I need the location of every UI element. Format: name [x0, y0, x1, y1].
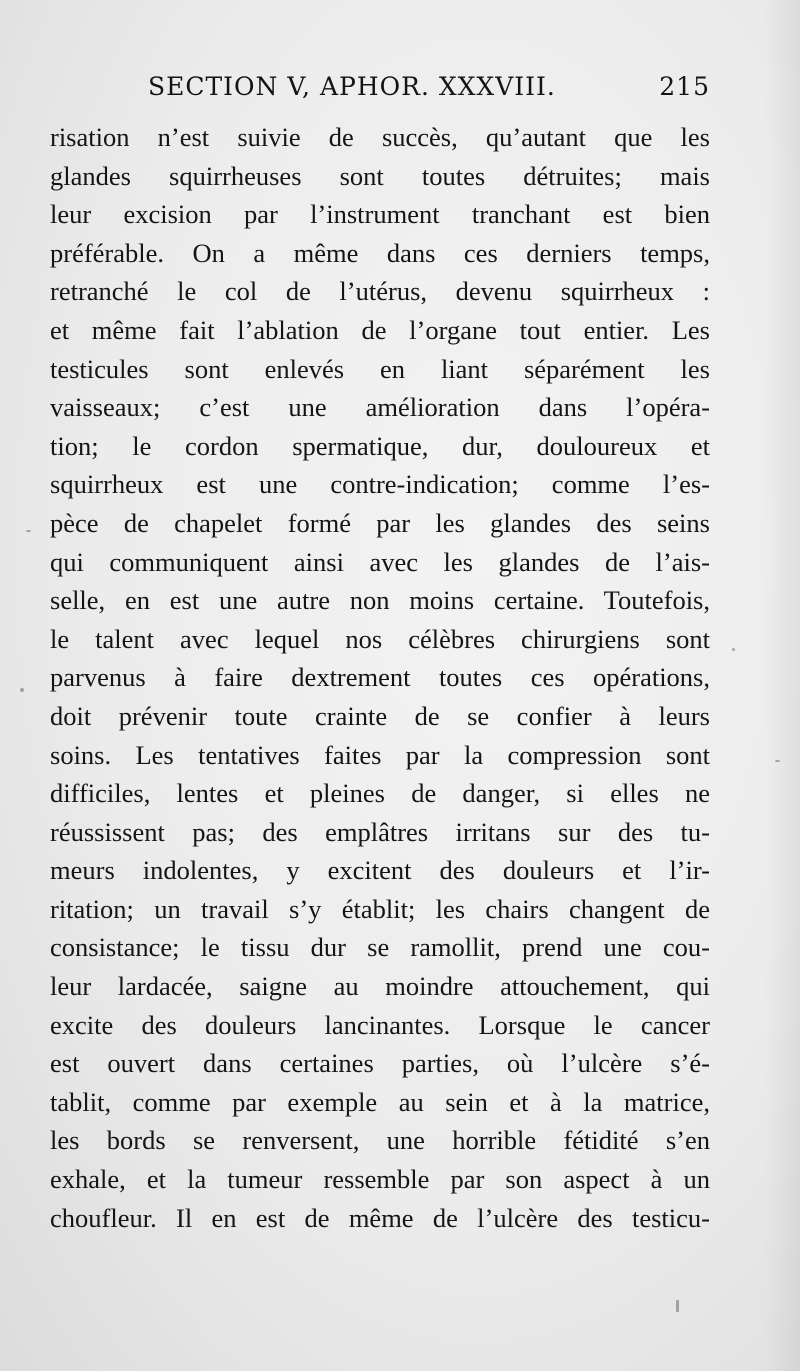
text-line: consistance; le tissu dur se ramollit, prend une cou- [50, 932, 710, 963]
text-line: excite des douleurs lancinantes. Lorsque le cancer [50, 1009, 710, 1040]
body-text [50, 118, 710, 1237]
text-line: préférable. On a même dans ces derniers temps, [50, 237, 710, 268]
text-line: vaisseaux; c’est une amélioration dans l’opéra- [50, 392, 710, 423]
text-line: réussissent pas; des emplâtres irritans sur des tu- [50, 816, 710, 847]
text-line: tion; le cordon spermatique, dur, douloureux et [50, 430, 710, 461]
text-line: choufleur. Il en est de même de l’ulcère des testicu- [50, 1202, 710, 1233]
text-line: exhale, et la tumeur ressemble par son aspect à un [50, 1164, 710, 1195]
text-line: soins. Les tentatives faites par la compression sont [50, 739, 710, 770]
text-line: meurs indolentes, y excitent des douleurs et l’ir- [50, 855, 710, 886]
text-line: pèce de chapelet formé par les glandes des seins [50, 507, 710, 538]
text-line: leur lardacée, saigne au moindre attouchement, qui [50, 971, 710, 1002]
ink-speck [26, 530, 31, 532]
ink-speck [732, 648, 735, 651]
text-line: parvenus à faire dextrement toutes ces opérations, [50, 662, 710, 693]
text-line: squirrheux est une contre-indication; comme l’es- [50, 469, 710, 500]
text-line: risation n’est suivie de succès, qu’autant que les [50, 122, 710, 152]
text-line: et même fait l’ablation de l’organe tout entier. Les [50, 314, 710, 345]
text-line: qui communiquent ainsi avec les glandes de l’ais- [50, 546, 710, 577]
page-number: 215 [659, 72, 710, 101]
text-line: le talent avec lequel nos célèbres chirurgiens sont [50, 623, 710, 654]
text-line: retranché le col de l’utérus, devenu squirrheux : [50, 276, 710, 307]
ink-speck [20, 688, 24, 692]
text-line: glandes squirrheuses sont toutes détruites; mais [50, 160, 710, 191]
text-line: les bords se renversent, une horrible fétidité s’en [50, 1125, 710, 1156]
page-edge-shadow [764, 0, 800, 1371]
ink-speck [676, 1300, 679, 1312]
text-line: leur excision par l’instrument tranchant est bien [50, 199, 710, 230]
text-line: selle, en est une autre non moins certaine. Toutefois, [50, 585, 710, 616]
running-head [148, 72, 710, 108]
text-line: ritation; un travail s’y établit; les chairs changent de [50, 893, 710, 924]
running-title: SECTION V, APHOR. XXXVIII. [148, 72, 556, 101]
text-line: tablit, comme par exemple au sein et à la matrice, [50, 1086, 710, 1117]
ink-speck [775, 760, 780, 762]
text-line: difficiles, lentes et pleines de danger, si elles ne [50, 778, 710, 809]
text-line: testicules sont enlevés en liant séparément les [50, 353, 710, 384]
text-line: doit prévenir toute crainte de se confier à leurs [50, 700, 710, 731]
text-line: est ouvert dans certaines parties, où l’ulcère s’é- [50, 1048, 710, 1079]
